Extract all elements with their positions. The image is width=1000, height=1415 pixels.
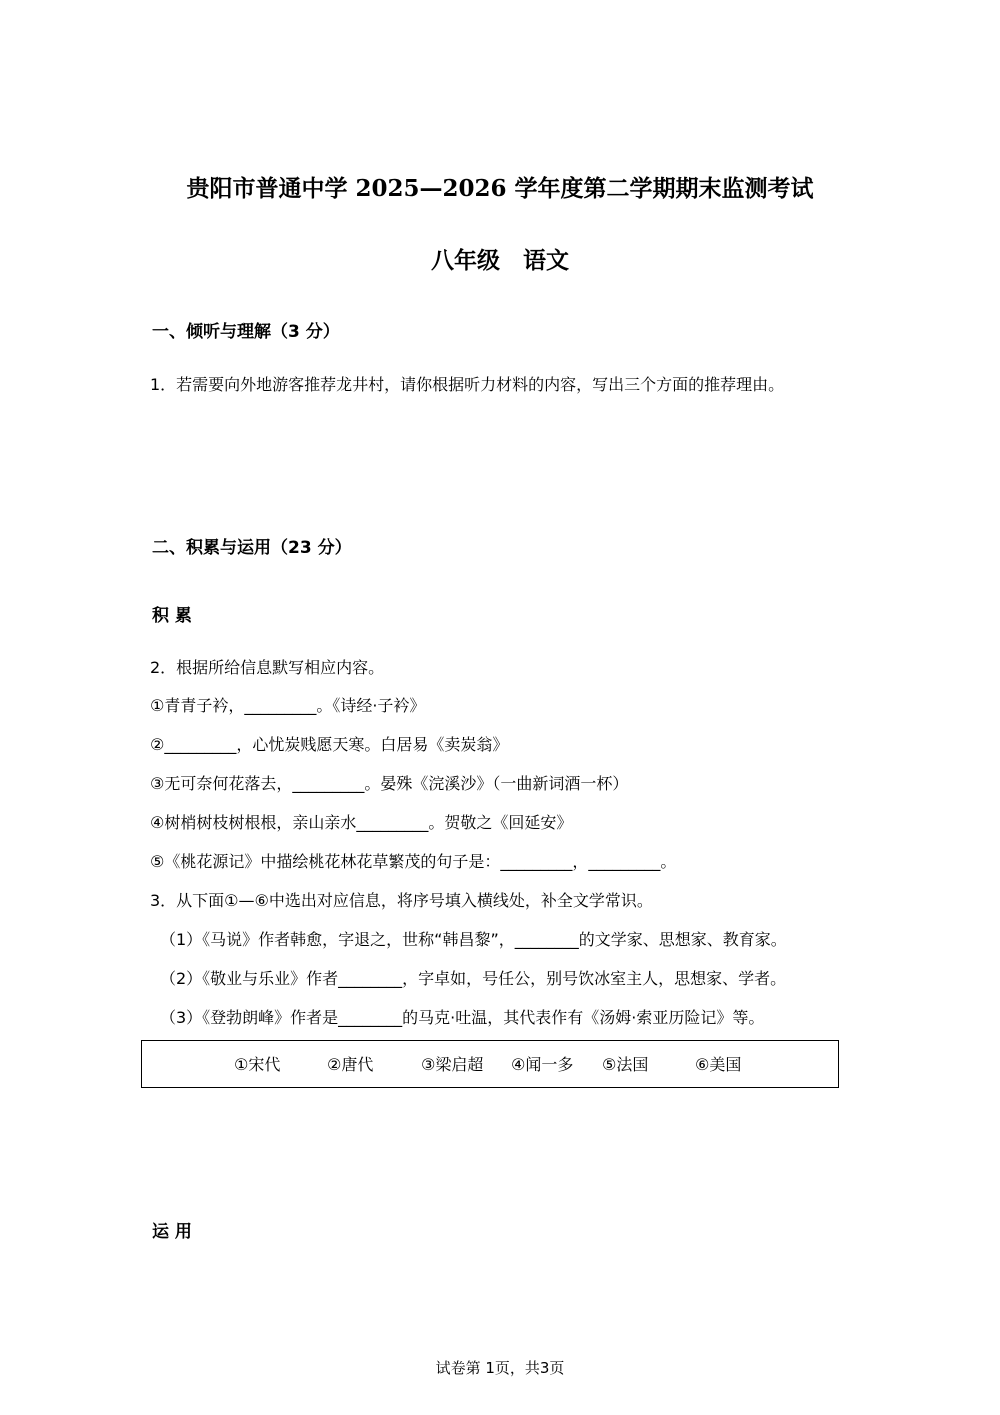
- question-3-item: （1）《马说》作者韩愈，字退之，世称“韩昌黎”，________的文学家、思想家、教育家。: [160, 930, 787, 949]
- exam-title: 贵阳市普通中学 2025—2026 学年度第二学期期末监测考试: [186, 175, 814, 202]
- option-item: ②唐代: [327, 1055, 374, 1074]
- option-item: ⑤法国: [602, 1055, 649, 1074]
- section-2-heading: 二、积累与运用（23 分）: [152, 538, 352, 558]
- question-2-stem: 2．根据所给信息默写相应内容。: [150, 658, 385, 677]
- question-3-stem: 3．从下面①—⑥中选出对应信息，将序号填入横线处，补全文学常识。: [150, 891, 653, 910]
- question-3-options-box: [141, 1040, 839, 1088]
- subsection-apply: 运 用: [152, 1222, 192, 1242]
- question-1: 1．若需要向外地游客推荐龙井村，请你根据听力材料的内容，写出三个方面的推荐理由。: [150, 375, 785, 394]
- subsection-accumulate: 积 累: [152, 606, 192, 626]
- question-2-item: ⑤《桃花源记》中描绘桃花林花草繁茂的句子是：_________，_________。: [150, 852, 677, 871]
- question-2-item: ①青青子衿，_________。《诗经·子衿》: [150, 696, 426, 715]
- question-2-item: ③无可奈何花落去，_________。晏殊《浣溪沙》（一曲新词酒一杯）: [150, 774, 629, 793]
- question-3-item: （3）《登勃朗峰》作者是________的马克·吐温，其代表作有《汤姆·索亚历险记》等。: [160, 1008, 765, 1027]
- option-item: ③梁启超: [421, 1055, 484, 1074]
- page-footer: 试卷第 1页，共3页: [435, 1359, 565, 1377]
- section-1-heading: 一、倾听与理解（3 分）: [152, 322, 340, 342]
- question-2-item: ②_________，心忧炭贱愿天寒。白居易《卖炭翁》: [150, 735, 509, 754]
- option-item: ⑥美国: [695, 1055, 742, 1074]
- option-item: ①宋代: [234, 1055, 281, 1074]
- option-item: ④闻一多: [511, 1055, 574, 1074]
- question-2-item: ④树梢树枝树根根，亲山亲水_________。贺敬之《回延安》: [150, 813, 573, 832]
- question-3-item: （2）《敬业与乐业》作者________，字卓如，号任公，别号饮冰室主人，思想家、学者。: [160, 969, 787, 988]
- exam-subtitle: 八年级 语文: [431, 247, 569, 274]
